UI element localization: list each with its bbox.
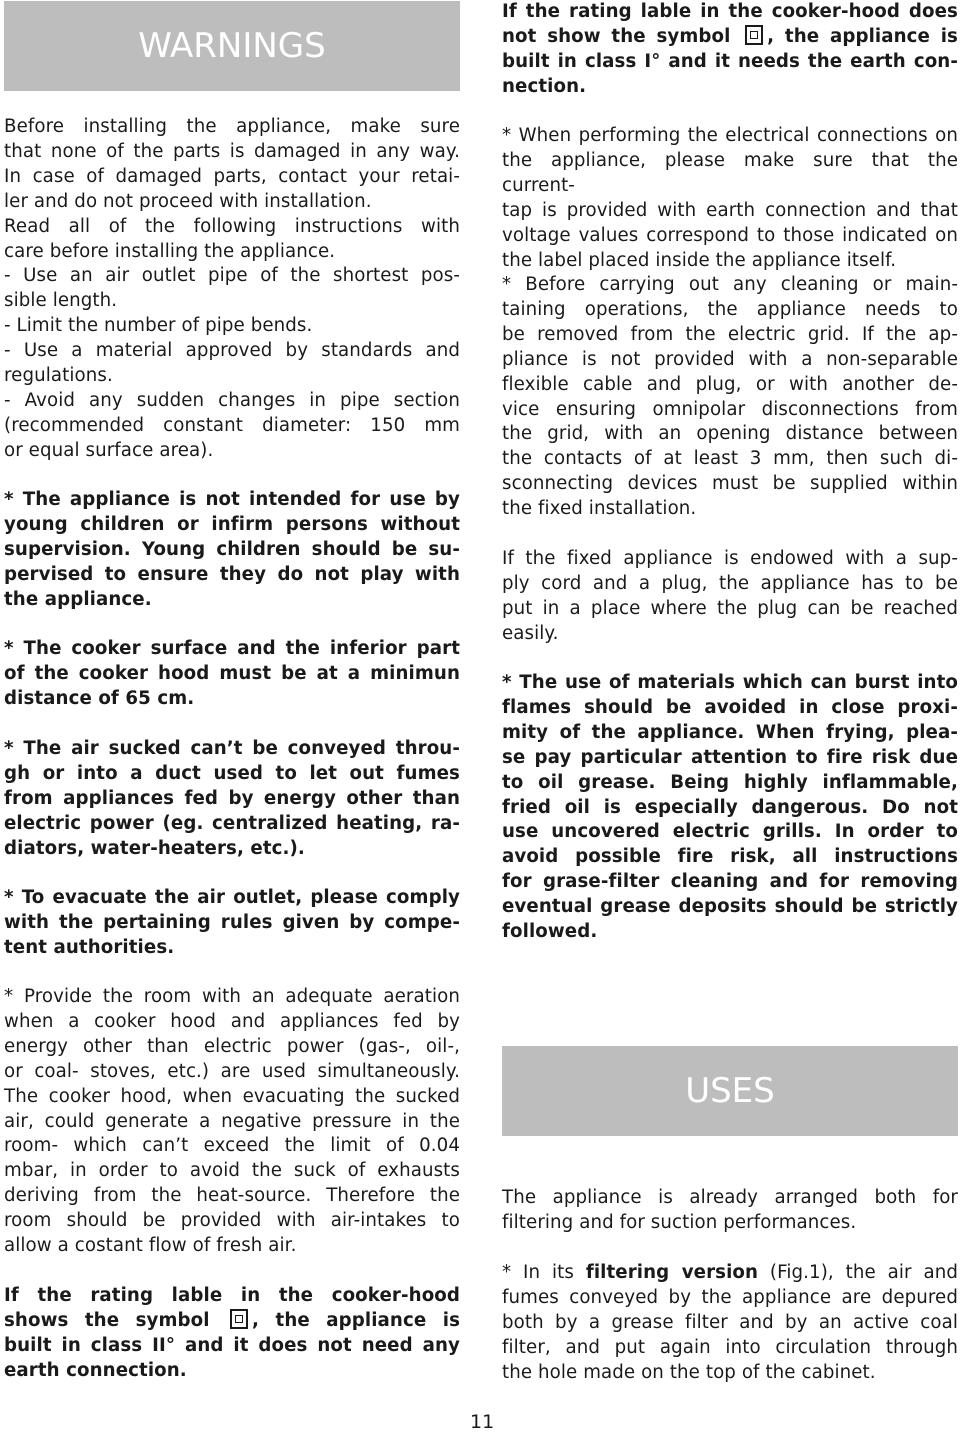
electrical-warning: * When performing the electrical connections on the appliance, please make sure that the current- tap is provided with earth connection and that voltage values correspond to those indicated on the label placed inside the appliance itself. — [502, 125, 958, 271]
children-warning: * The appliance is not intended for use by young children or infirm persons without supervision. Young children should be su- pervised to ensure they do not play with the appliance. — [4, 489, 460, 610]
uses-intro: The appliance is already arranged both for filtering and for suction performances. — [502, 1187, 958, 1233]
class-ii-note: If the rating lable in the cooker-hood shows the symbol , the appliance is built in class II° and it does not need any earth connection. — [4, 1285, 460, 1381]
fire-warning: * The use of materials which can burst into flames should be avoided in close proxi- mity of the appliance. When frying, plea- se pay particular attention to fire risk due to oil grease. Being highly inflammable, fried oil is especially dangerous. Do not use uncovered electric grills. In order to avoid possible fire risk, all instructions for grase-filter cleaning and for removing eventual grease deposits should be strictly followed. — [502, 672, 958, 943]
page-number: 11 — [470, 1411, 495, 1433]
distance-warning: * The cooker surface and the inferior part of the cooker hood must be at a minimun distance of 65 cm. — [4, 638, 460, 709]
filtering-version-paragraph: * In its filtering version (Fig.1), the air and fumes conveyed by the appliance are depured both by a grease filter and by an active coal filter, and put again into circulation through the hole made on the top of the cabinet. — [502, 1262, 959, 1383]
warnings-heading-banner — [4, 1, 460, 91]
class-i-note: If the rating lable in the cooker-hood does not show the symbol , the appliance is built in class I° and it needs the earth con- nection. — [502, 1, 958, 97]
double-insulation-symbol-icon — [230, 1309, 248, 1329]
uses-heading: USES — [685, 1071, 775, 1111]
uses-heading-banner — [502, 1046, 958, 1136]
duct-warning: * The air sucked can’t be conveyed throu- gh or into a duct used to let out fumes from appliances fed by energy other than electric power (eg. centralized heating, ra- diators, water-heaters, etc.). — [4, 738, 460, 859]
intro-paragraph: Before installing the appliance, make sure that none of the parts is damaged in any way. In case of damaged parts, contact your retai- ler and do not proceed with installation. Read all of the following instructions with care before installing the appliance. - Use an air outlet pipe of the shortest pos- sible length. - Limit the number of pipe bends. - Use a material approved by standards and regulations. - Avoid any sudden changes in pipe section (recommended constant diameter: 150 mm or equal surface area). — [4, 116, 460, 461]
warnings-heading: WARNINGS — [138, 26, 326, 66]
double-insulation-symbol-icon — [745, 25, 763, 45]
plug-note: If the fixed appliance is endowed with a sup- ply cord and a plug, the appliance has to be put in a place where the plug can be reached easily. — [502, 548, 958, 644]
maintenance-warning: * Before carrying out any cleaning or main- taining operations, the appliance needs to be removed from the electric grid. If the ap- pliance is not provided with a non-separable flexible cable and plug, or with another de- vice ensuring omnipolar disconnections from the grid, with an opening distance between the contacts of at least 3 mm, then such di- sconnecting devices must be supplied within the fixed installation. — [502, 274, 958, 520]
rules-warning: * To evacuate the air outlet, please comply with the pertaining rules given by compe- tent authorities. — [4, 887, 460, 958]
aeration-warning: * Provide the room with an adequate aeration when a cooker hood and appliances fed by energy other than electric power (gas-, oil-, or coal- stoves, etc.) are used simultaneously. The cooker hood, when evacuating the sucked air, could generate a negative pressure in the room- which can’t exceed the limit of 0.04 mbar, in order to avoid the suck of exhausts deriving from the heat-source. Therefore the room should be provided with air-intakes to allow a costant flow of fresh air. — [4, 986, 460, 1257]
